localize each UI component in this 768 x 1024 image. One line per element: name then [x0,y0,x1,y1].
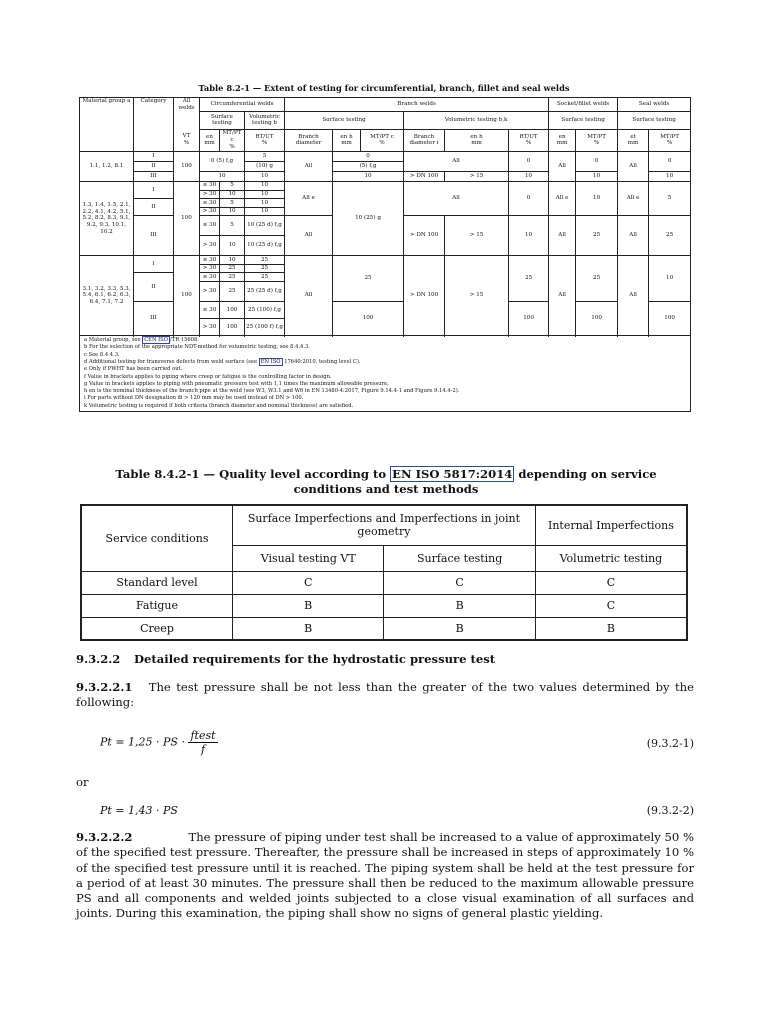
row-standard-name: Standard level [81,571,233,594]
g3-branch-surf-12: 25 [333,256,404,302]
g1-branch-surf-2: (5) f,g [333,161,404,171]
g3-en-1: > 30 [200,264,220,273]
g3-mt-4: 100 [220,302,245,319]
hdr-internal-imperfections: Internal Imperfections [535,505,687,545]
g1-branch-vol-en: > 15 [445,171,509,181]
note-c: c See 8.4.4.3. [84,351,120,358]
table1-title: Table 8.2-1 — Extent of testing for circumferential, branch, fillet and seal welds [198,83,570,93]
g3-rt-0: 25 [245,256,285,265]
g3-socket-mt-12: 25 [576,256,618,302]
g1-branch-surf-1: 0 [333,151,404,161]
g2-cat3: III [134,216,174,256]
row-creep-vt: B [233,617,384,640]
g2-socket-mt-3: 25 [576,216,618,256]
g1-socket-en: All [549,151,576,181]
note-d: d Additional testing for transverse defects from weld surface (see EN ISO 17640:2010, testing level C). [84,358,361,365]
quality-level-table [80,504,688,641]
g3-rt-5: 25 (100 f) f,g [245,319,285,336]
g1-seal-mt-3: 10 [649,171,691,181]
hdr-circumferential: Circumferential welds [200,98,285,112]
formula-2-ref: (9.3.2-2) [646,804,694,817]
g2-en-3: > 30 [200,207,220,216]
g2-branch-rtut-3: 10 [509,216,549,256]
section-number: 9.3.2.2 [76,652,121,666]
g1-vt: 100 [174,151,200,181]
g1-seal-et: All [618,151,649,181]
formula-1-denominator: f [200,743,206,756]
row-standard-vol: C [535,571,687,594]
g3-mt-1: 25 [220,264,245,273]
g1-branch-vol-all: All [404,151,509,171]
g2-branch-vol-dn: > DN 100 [404,216,445,256]
hdr-surface-imperfections: Surface Imperfections and Imperfections in joint geometry [233,505,536,545]
hdr-branch-diameter-i: Branch diameter i [404,129,445,151]
g1-branch-dia: All [285,151,333,181]
note-f: f Value in brackets applies to piping where creep or fatigue is the controlling factor in design. [84,373,332,380]
g3-socket: All [549,256,576,336]
g3-en-0: ≤ 30 [200,256,220,265]
g3-rt-3: 25 (25 d) f,g [245,282,285,302]
g3-branch-dia: All [285,256,333,336]
g1-cat1: I [134,151,174,161]
g2-en-1: > 30 [200,190,220,199]
hdr-visual-testing: Visual testing VT [233,545,384,571]
g2-seal-mt-12: 5 [649,181,691,215]
formula-1-fraction [188,729,217,756]
g3-rt-1: 25 [245,264,285,273]
row-standard-vt: C [233,571,384,594]
formula-1 [100,729,218,756]
hdr-socket-mtpt: MT/PT % [576,129,618,151]
cen-iso-link[interactable]: CEN ISO [144,337,168,344]
note-i: i For parts without DN designation di > 120 mm may be used instead of DN > 100. [84,395,304,402]
g1-branch-rtut: 0 [509,151,549,171]
hdr-branch-surface: Surface testing [285,111,404,129]
g2-mt-0: 5 [220,181,245,190]
hdr-branch: Branch welds [285,98,549,112]
g1-material: 1.1, 1.2, 8.1 [80,151,134,181]
hdr-seal-surface: Surface testing [618,111,691,129]
table2-title: Table 8.4.2-1 — Quality level according to EN ISO 5817:2014 depending on service conditions and test methods [115,467,657,496]
g2-mt-4: 5 [220,216,245,236]
note-h: h en is the nominal thickness of the branch pipe at the weld (see W3, W3.1 and W6 in EN 13480-4:2017, Figure 9.14.4-1 and Figure 9.14.4-2). [84,388,460,395]
row-fatigue-vt: B [233,594,384,617]
g2-seal-12: All e [618,181,649,215]
hdr-all-welds: All welds [174,98,200,112]
hdr-branch-rtut: RT/UT % [509,129,549,151]
g3-en-4: ≤ 30 [200,302,220,319]
hdr-vt: VT % [174,129,200,151]
hdr-surface-testing: Surface testing [384,545,535,571]
hdr-branch-volumetric: Volumetric testing b,k [404,111,549,129]
section-title: Detailed requirements for the hydrostatic pressure test [134,652,496,666]
row-creep-st: B [384,617,535,640]
g2-branch-rtut-12: 0 [509,181,549,215]
note-k: k Volumetric testing is required if both criteria (branch diameter and nominal thickness) are satisfied. [84,402,354,409]
g2-rt-1: 10 [245,190,285,199]
formula-2: Pt = 1,43 · PS [100,804,178,817]
g2-en-2: ≤ 30 [200,199,220,208]
hdr-rtut: RT/UT % [245,129,285,151]
g2-branch-vol-12: All [404,181,509,215]
g2-vt: 100 [174,181,200,255]
g3-vt: 100 [174,256,200,336]
paragraph-1 [76,680,694,711]
g2-socket-12: All e [549,181,576,215]
g3-cat2: II [134,273,174,302]
g2-en-0: ≤ 30 [200,181,220,190]
hdr-branch-en-vol: en h mm [445,129,509,151]
hdr-branch-en: en h mm [333,129,361,151]
hdr-socket: Socket/fillet welds [549,98,618,112]
g3-branch-vol-dn: > DN 100 [404,256,445,336]
row-creep-name: Creep [81,617,233,640]
note-g: g Value in brackets applies to piping with pneumatic pressure test with 1,1 times the maximum allowable pressure. [84,380,389,387]
section-heading [76,652,495,666]
g2-seal-mt-3: 25 [649,216,691,256]
g3-cat1: I [134,256,174,273]
g3-en-2: ≤ 30 [200,273,220,282]
g2-mt-2: 5 [220,199,245,208]
paragraph-2 [76,830,694,922]
g2-rt-4: 10 (25 d) f,g [245,216,285,236]
g2-branch-dia-12: All e [285,181,333,215]
g3-mt-2: 25 [220,273,245,282]
hdr-service-conditions: Service conditions [81,505,233,571]
paragraph-1-number: 9.3.2.2.1 [76,680,133,694]
g2-rt-0: 10 [245,181,285,190]
g3-branch-vol-en: > 15 [445,256,509,336]
hdr-en: en mm [200,129,220,151]
en-iso-link[interactable]: EN ISO [260,358,281,365]
g2-rt-5: 10 (25 d) f,g [245,236,285,256]
g3-material: 3.1, 3.2, 3.3, 5.3, 5.4, 6.1, 6.2, 6.3, 6.4, 7.1, 7.2 [80,256,134,336]
g3-branch-rtut-3: 100 [509,302,549,336]
hdr-socket-en: en mm [549,129,576,151]
g2-rt-2: 10 [245,199,285,208]
hdr-mtpt: MT/PT c % [220,129,245,151]
hdr-branch-mtpt: MT/PT c % [361,129,404,151]
row-standard-st: C [384,571,535,594]
g2-seal-3: All [618,216,649,256]
formula-1-ref: (9.3.2-1) [646,737,694,750]
hdr-seal-mtpt: MT/PT % [649,129,691,151]
g1-socket-mt-3: 10 [576,171,618,181]
hdr-branch-diameter: Branch diameter [285,129,333,151]
g1-circ-vol-1: 5 [245,151,285,161]
g1-circ-vol-2: (10) g [245,161,285,171]
g2-branch-vol-en: > 15 [445,216,509,256]
g1-branch-surf-3: 10 [333,171,404,181]
g3-socket-mt-3: 100 [576,302,618,336]
hdr-circ-surface: Surface testing [200,111,245,129]
g2-en-5: > 30 [200,236,220,256]
or-word: or [76,775,89,789]
g3-mt-5: 100 [220,319,245,336]
g3-en-3: > 30 [200,282,220,302]
formula-1-lhs: Pt = 1,25 · PS · [100,735,185,749]
g2-rt-3: 10 [245,207,285,216]
g1-socket-mt: 0 [576,151,618,171]
hdr-category: Category [134,98,174,152]
en-iso-5817-link[interactable]: EN ISO 5817:2014 [392,467,513,481]
row-fatigue-st: B [384,594,535,617]
g1-cat3: III [134,171,174,181]
note-b: b For the selection of the appropriate NDT-method for volumetric testing, see 8.4.4.3. [84,344,310,351]
g3-branch-rtut-12: 25 [509,256,549,302]
hdr-circ-volumetric: Volumetric testing b [245,111,285,129]
g2-cat2: II [134,199,174,216]
g2-branch-surf: 10 (25) g [333,181,404,255]
g3-seal-mt-3: 100 [649,302,691,336]
g1-circ-surface: 0 (5) f,g [200,151,245,171]
paragraph-1-text: The test pressure shall be not less than the greater of the two values determined by the following: [76,680,694,710]
g1-circ-surf-3: 10 [200,171,245,181]
g3-rt-2: 25 [245,273,285,282]
g1-cat2: II [134,161,174,171]
g2-mt-3: 10 [220,207,245,216]
g2-branch-dia-3: All [285,216,333,256]
g1-branch-vol-dn: > DN 100 [404,171,445,181]
g2-cat1: I [134,181,174,198]
row-fatigue-name: Fatigue [81,594,233,617]
formula-1-numerator: ftest [190,729,216,742]
g1-seal-mt: 0 [649,151,691,171]
g3-seal: All [618,256,649,336]
g3-en-5: > 30 [200,319,220,336]
g3-cat3: III [134,302,174,336]
note-a: a Material group, see CEN ISO /TR 15608. [84,337,199,344]
g2-mt-1: 10 [220,190,245,199]
paragraph-2-number: 9.3.2.2.2 [76,830,133,844]
g2-mt-5: 10 [220,236,245,256]
hdr-seal: Seal welds [618,98,691,112]
hdr-material-group: Material group a [80,98,134,152]
hdr-socket-surface: Surface testing [549,111,618,129]
g3-mt-0: 10 [220,256,245,265]
g2-material: 1.3, 1.4, 1.5, 2.1, 2.2, 4.1, 4.2, 5.1, 5.2, 8.2, 8.3, 9.1, 9.2, 9.3, 10.1, 10.2 [80,181,134,255]
hdr-volumetric-testing: Volumetric testing [535,545,687,571]
paragraph-2-text: The pressure of piping under test shall be increased to a value of approximately 50 % of the specified test pressure. Thereafter, the pressure shall be increased in steps of approximately 10 % of the specified test pressure until it is reached. The piping system shall be held at the test pressure for a period of at least 30 minutes. The pressure shall then be reduced to the maximum allowable pressure PS and all components and welded joints subjected to a close visual examination of all surfaces and joints. During this examination, the piping shall show no signs of general plastic yielding. [76,830,694,921]
g1-branch-rtut-3: 10 [509,171,549,181]
g2-en-4: ≤ 30 [200,216,220,236]
g3-mt-3: 25 [220,282,245,302]
row-fatigue-vol: C [535,594,687,617]
g2-socket-mt-12: 10 [576,181,618,215]
g3-rt-4: 25 (100) f,g [245,302,285,319]
g1-circ-vol-3: 10 [245,171,285,181]
table1-notes [80,336,691,412]
hdr-seal-et: et mm [618,129,649,151]
g3-seal-mt-12: 10 [649,256,691,302]
note-e: e Only if PWHT has been carried out. [84,366,183,373]
g2-socket-3: All [549,216,576,256]
g3-branch-surf-3: 100 [333,302,404,336]
row-creep-vol: B [535,617,687,640]
testing-extent-table [79,97,691,412]
